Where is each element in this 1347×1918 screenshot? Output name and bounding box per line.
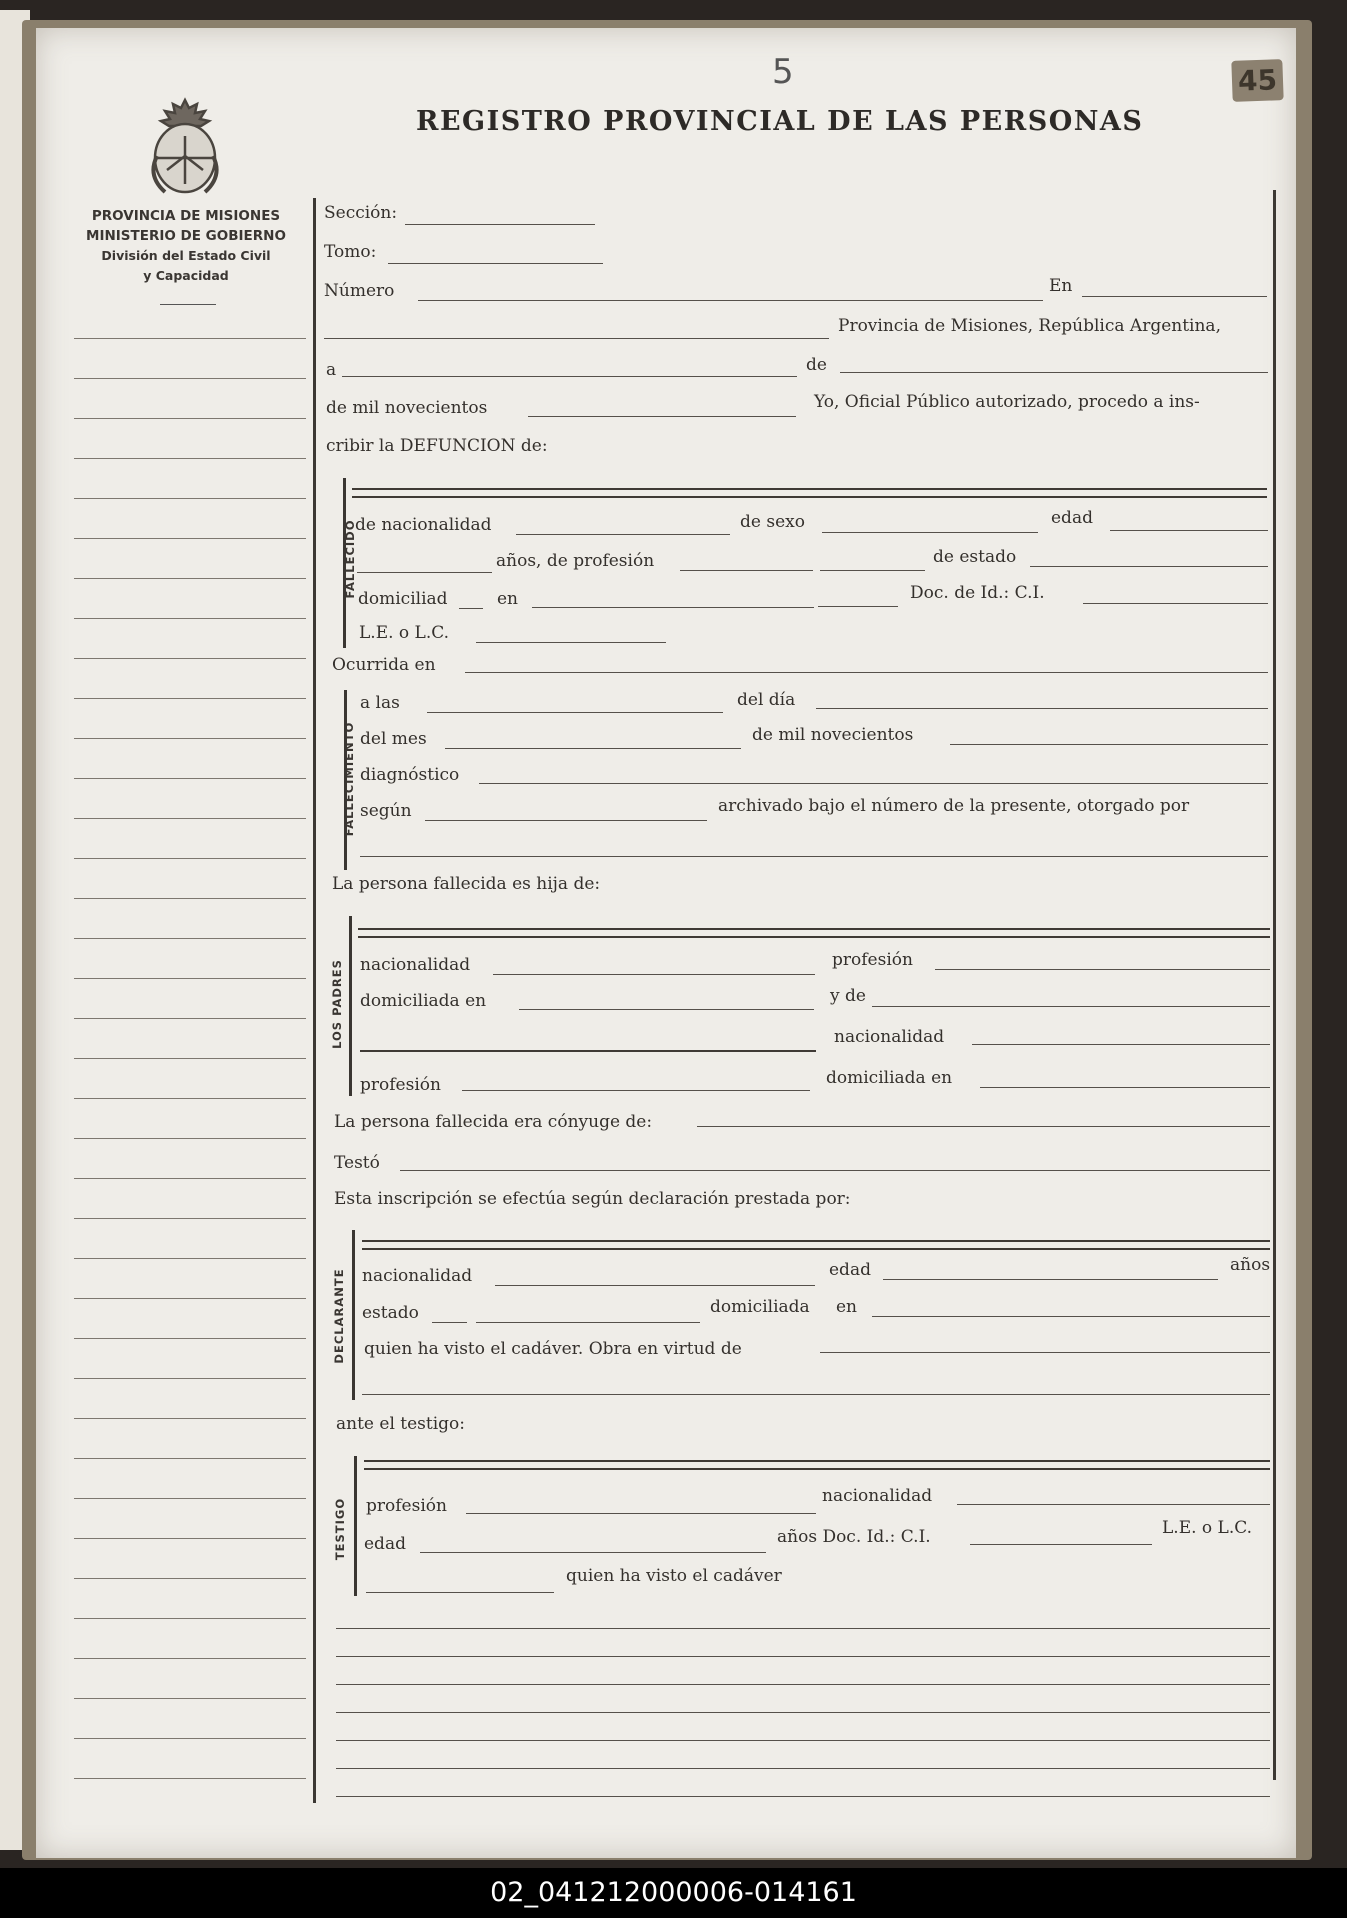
side-label-testigo: TESTIGO (333, 1497, 347, 1561)
field-testo[interactable] (400, 1170, 1270, 1171)
notes-ruled-line[interactable] (336, 1684, 1270, 1685)
field-ocurrida-en[interactable] (465, 672, 1268, 673)
field-seccion[interactable] (405, 224, 595, 225)
field-le-lc-fallecido[interactable] (476, 642, 666, 643)
field-madre[interactable] (872, 1006, 1270, 1007)
label-nacionalidad-madre: nacionalidad (834, 1027, 945, 1047)
field-profesion-fallecido-2[interactable] (820, 570, 925, 571)
field-declarante-line (362, 1248, 1270, 1250)
label-domiciliad: domiciliad (358, 589, 448, 609)
footer-id: 02_041212000006-014161 (0, 1868, 1347, 1918)
field-domicilio-fallecido-2[interactable] (818, 606, 898, 607)
label-edad-testigo: edad (364, 1534, 406, 1554)
field-padres-extra[interactable] (360, 1050, 816, 1052)
label-nacionalidad-padre: nacionalidad (360, 955, 471, 975)
field-nacionalidad-madre[interactable] (972, 1044, 1270, 1045)
margin-ruled-line (74, 578, 306, 579)
side-label-fallecimiento: FALLECIMIENTO (342, 721, 356, 837)
field-anio[interactable] (528, 416, 796, 417)
field-testigo[interactable] (364, 1460, 1270, 1462)
label-del-mes: del mes (360, 729, 427, 749)
label-estado-declarante: estado (362, 1303, 419, 1323)
margin-ruled-line (74, 738, 306, 739)
field-hora[interactable] (427, 712, 723, 713)
label-le-lc-testigo: L.E. o L.C. (1162, 1518, 1253, 1538)
field-le-lc-testigo[interactable] (366, 1592, 554, 1593)
label-en-declarante: en (836, 1297, 858, 1317)
notes-ruled-line[interactable] (336, 1712, 1270, 1713)
field-nacionalidad-padre[interactable] (493, 974, 815, 975)
margin-ruled-line (74, 338, 306, 339)
field-numero[interactable] (418, 300, 1043, 301)
notes-ruled-line[interactable] (336, 1768, 1270, 1769)
margin-ruled-line (74, 1618, 306, 1619)
label-anos-doc-testigo: años Doc. Id.: C.I. (777, 1527, 931, 1547)
label-diagnostico: diagnóstico (360, 765, 460, 785)
field-nombre-fallecido[interactable] (352, 488, 1267, 490)
field-lugar[interactable] (324, 338, 829, 339)
margin-ruled-line (74, 818, 306, 819)
office-line-province: PROVINCIA DE MISIONES (91, 208, 281, 224)
field-mes[interactable] (445, 748, 741, 749)
label-cadaver-obra: quien ha visto el cadáver. Obra en virtud de (364, 1339, 742, 1359)
office-header (70, 206, 302, 286)
field-estado-fallecido[interactable] (1030, 566, 1268, 567)
field-tomo[interactable] (388, 263, 603, 264)
margin-ruled-line (74, 1058, 306, 1059)
field-estado-declarante[interactable] (432, 1322, 467, 1323)
field-en[interactable] (1082, 296, 1267, 297)
left-column-rule (313, 198, 316, 1803)
label-nacionalidad-testigo: nacionalidad (822, 1486, 933, 1506)
field-declarante-extra[interactable] (362, 1394, 1270, 1395)
label-visto-cadaver: quien ha visto el cadáver (566, 1566, 782, 1586)
field-edad[interactable] (1110, 530, 1268, 531)
label-tomo: Tomo: (324, 242, 377, 262)
margin-ruled-line (74, 1658, 306, 1659)
margin-ruled-line (74, 698, 306, 699)
side-label-fallecido: FALLECIDO (343, 519, 357, 599)
margin-ruled-line (74, 1778, 306, 1779)
notes-ruled-line[interactable] (336, 1796, 1270, 1797)
field-edad-anios[interactable] (357, 572, 492, 573)
label-hija-de: La persona fallecida es hija de: (332, 874, 601, 894)
page-number: 5 (772, 52, 794, 92)
label-ante-testigo: ante el testigo: (336, 1414, 466, 1434)
margin-ruled-line (74, 778, 306, 779)
margin-ruled-line (74, 498, 306, 499)
label-profesion-padre: profesión (832, 950, 913, 970)
field-profesion-fallecido[interactable] (680, 570, 813, 571)
label-inscribir: cribir la DEFUNCION de: (326, 436, 548, 456)
field-a[interactable] (342, 376, 797, 377)
field-anio-fallecimiento[interactable] (950, 744, 1268, 745)
margin-ruled-line (74, 1018, 306, 1019)
label-de: de (806, 355, 827, 375)
label-de-mil-novecientos: de mil novecientos (326, 398, 488, 418)
margin-ruled-line (74, 1218, 306, 1219)
label-edad: edad (1051, 508, 1093, 528)
margin-ruled-line (74, 1538, 306, 1539)
margin-ruled-line (74, 378, 306, 379)
field-nacionalidad-fallecido[interactable] (516, 534, 730, 535)
field-nacionalidad-declarante[interactable] (495, 1285, 815, 1286)
notes-ruled-line[interactable] (336, 1628, 1270, 1629)
field-domicilio-fallecido[interactable] (532, 607, 814, 608)
field-sexo[interactable] (822, 532, 1038, 533)
label-edad-declarante: edad (829, 1260, 871, 1280)
padres-bracket (349, 916, 352, 1096)
field-ci-fallecido[interactable] (1083, 603, 1268, 604)
office-line-capacidad: y Capacidad (143, 268, 229, 283)
margin-ruled-line (74, 898, 306, 899)
margin-ruled-line (74, 1378, 306, 1379)
field-nacionalidad-testigo[interactable] (957, 1504, 1270, 1505)
office-line-ministry: MINISTERIO DE GOBIERNO (86, 228, 286, 244)
declarante-bracket (352, 1230, 355, 1400)
margin-ruled-line (74, 418, 306, 419)
field-obra-en-virtud[interactable] (820, 1352, 1270, 1353)
label-seccion: Sección: (324, 203, 398, 223)
label-de-sexo: de sexo (740, 512, 805, 532)
label-domiciliada-declarante: domiciliada (710, 1297, 810, 1317)
margin-ruled-line (74, 1258, 306, 1259)
field-domicilio-madre[interactable] (980, 1087, 1270, 1088)
label-domiciliada-en-madre: domiciliada en (826, 1068, 953, 1088)
margin-ruled-line (74, 1298, 306, 1299)
field-edad-testigo[interactable] (420, 1552, 766, 1553)
field-domicilio-declarante[interactable] (872, 1316, 1270, 1317)
label-a-las: a las (360, 693, 400, 713)
label-ocurrida-en: Ocurrida en (332, 655, 436, 675)
field-testigo-line (364, 1468, 1270, 1470)
field-segun[interactable] (425, 820, 707, 821)
office-line-division: División del Estado Civil (101, 248, 271, 263)
margin-ruled-line (74, 978, 306, 979)
field-estado-declarante-2[interactable] (476, 1322, 700, 1323)
margin-ruled-line (74, 1418, 306, 1419)
field-declarante[interactable] (362, 1240, 1270, 1242)
margin-ruled-line (74, 1498, 306, 1499)
label-testo: Testó (334, 1153, 380, 1173)
field-profesion-madre[interactable] (462, 1090, 810, 1091)
label-conyuge: La persona fallecida era cónyuge de: (334, 1112, 653, 1132)
margin-ruled-line (74, 1698, 306, 1699)
field-profesion-testigo[interactable] (466, 1513, 816, 1514)
label-anos-profesion: años, de profesión (496, 551, 655, 571)
margin-ruled-line (74, 538, 306, 539)
label-en-domicilio: en (497, 589, 519, 609)
field-de[interactable] (840, 372, 1268, 373)
label-yo-oficial: Yo, Oficial Público autorizado, procedo a ins- (814, 392, 1200, 412)
corner-tag: 45 (1231, 59, 1283, 102)
label-le-lc: L.E. o L.C. (359, 623, 450, 643)
label-anos-declarante: años (1230, 1255, 1271, 1275)
label-nacionalidad-declarante: nacionalidad (362, 1266, 473, 1286)
field-diagnostico[interactable] (479, 783, 1268, 784)
page-title: REGISTRO PROVINCIAL DE LAS PERSONAS (416, 106, 1144, 137)
label-segun: según (360, 801, 412, 821)
margin-ruled-line (74, 938, 306, 939)
label-del-dia: del día (737, 690, 796, 710)
field-padre-line (358, 936, 1270, 938)
label-declaracion: Esta inscripción se efectúa según declaración prestada por: (334, 1189, 851, 1209)
field-conyuge[interactable] (697, 1126, 1270, 1127)
label-de-estado: de estado (933, 547, 1017, 567)
field-dia[interactable] (816, 708, 1268, 709)
margin-ruled-line (74, 1738, 306, 1739)
field-ci-testigo[interactable] (970, 1544, 1152, 1545)
margin-ruled-line (74, 658, 306, 659)
field-padre[interactable] (358, 928, 1270, 930)
label-de-mil-novecientos-2: de mil novecientos (752, 725, 914, 745)
label-profesion-testigo: profesión (366, 1496, 447, 1516)
label-profesion-madre: profesión (360, 1075, 441, 1095)
side-label-padres: LOS PADRES (330, 959, 344, 1049)
field-nombre-fallecido-line (352, 496, 1267, 498)
label-doc-id: Doc. de Id.: C.I. (910, 583, 1045, 603)
header-underline (160, 304, 216, 305)
notes-ruled-line[interactable] (336, 1656, 1270, 1657)
testigo-bracket (354, 1456, 357, 1596)
field-otorgado-por[interactable] (360, 856, 1268, 857)
label-provincia: Provincia de Misiones, República Argentina, (838, 316, 1221, 336)
margin-ruled-line (74, 1338, 306, 1339)
margin-ruled-line (74, 1178, 306, 1179)
coat-of-arms-icon (145, 96, 225, 200)
label-a: a (326, 360, 337, 380)
side-label-declarante: DECLARANTE (332, 1268, 346, 1364)
margin-ruled-line (74, 1578, 306, 1579)
right-column-rule (1273, 190, 1276, 1780)
margin-ruled-line (74, 458, 306, 459)
margin-ruled-line (74, 1098, 306, 1099)
margin-ruled-line (74, 618, 306, 619)
label-en: En (1049, 276, 1073, 296)
field-domicilio-padre[interactable] (519, 1009, 814, 1010)
label-numero: Número (324, 281, 395, 301)
margin-ruled-line (74, 1138, 306, 1139)
notes-ruled-line[interactable] (336, 1740, 1270, 1741)
label-y-de: y de (830, 986, 866, 1006)
label-de-nacionalidad: de nacionalidad (355, 515, 492, 535)
margin-ruled-line (74, 1458, 306, 1459)
field-edad-declarante[interactable] (883, 1279, 1218, 1280)
margin-ruled-line (74, 858, 306, 859)
field-domiciliad-suffix[interactable] (459, 608, 483, 609)
field-profesion-padre[interactable] (935, 969, 1270, 970)
label-archivado: archivado bajo el número de la presente, otorgado por (718, 796, 1190, 816)
label-domiciliada-en-padre: domiciliada en (360, 991, 487, 1011)
